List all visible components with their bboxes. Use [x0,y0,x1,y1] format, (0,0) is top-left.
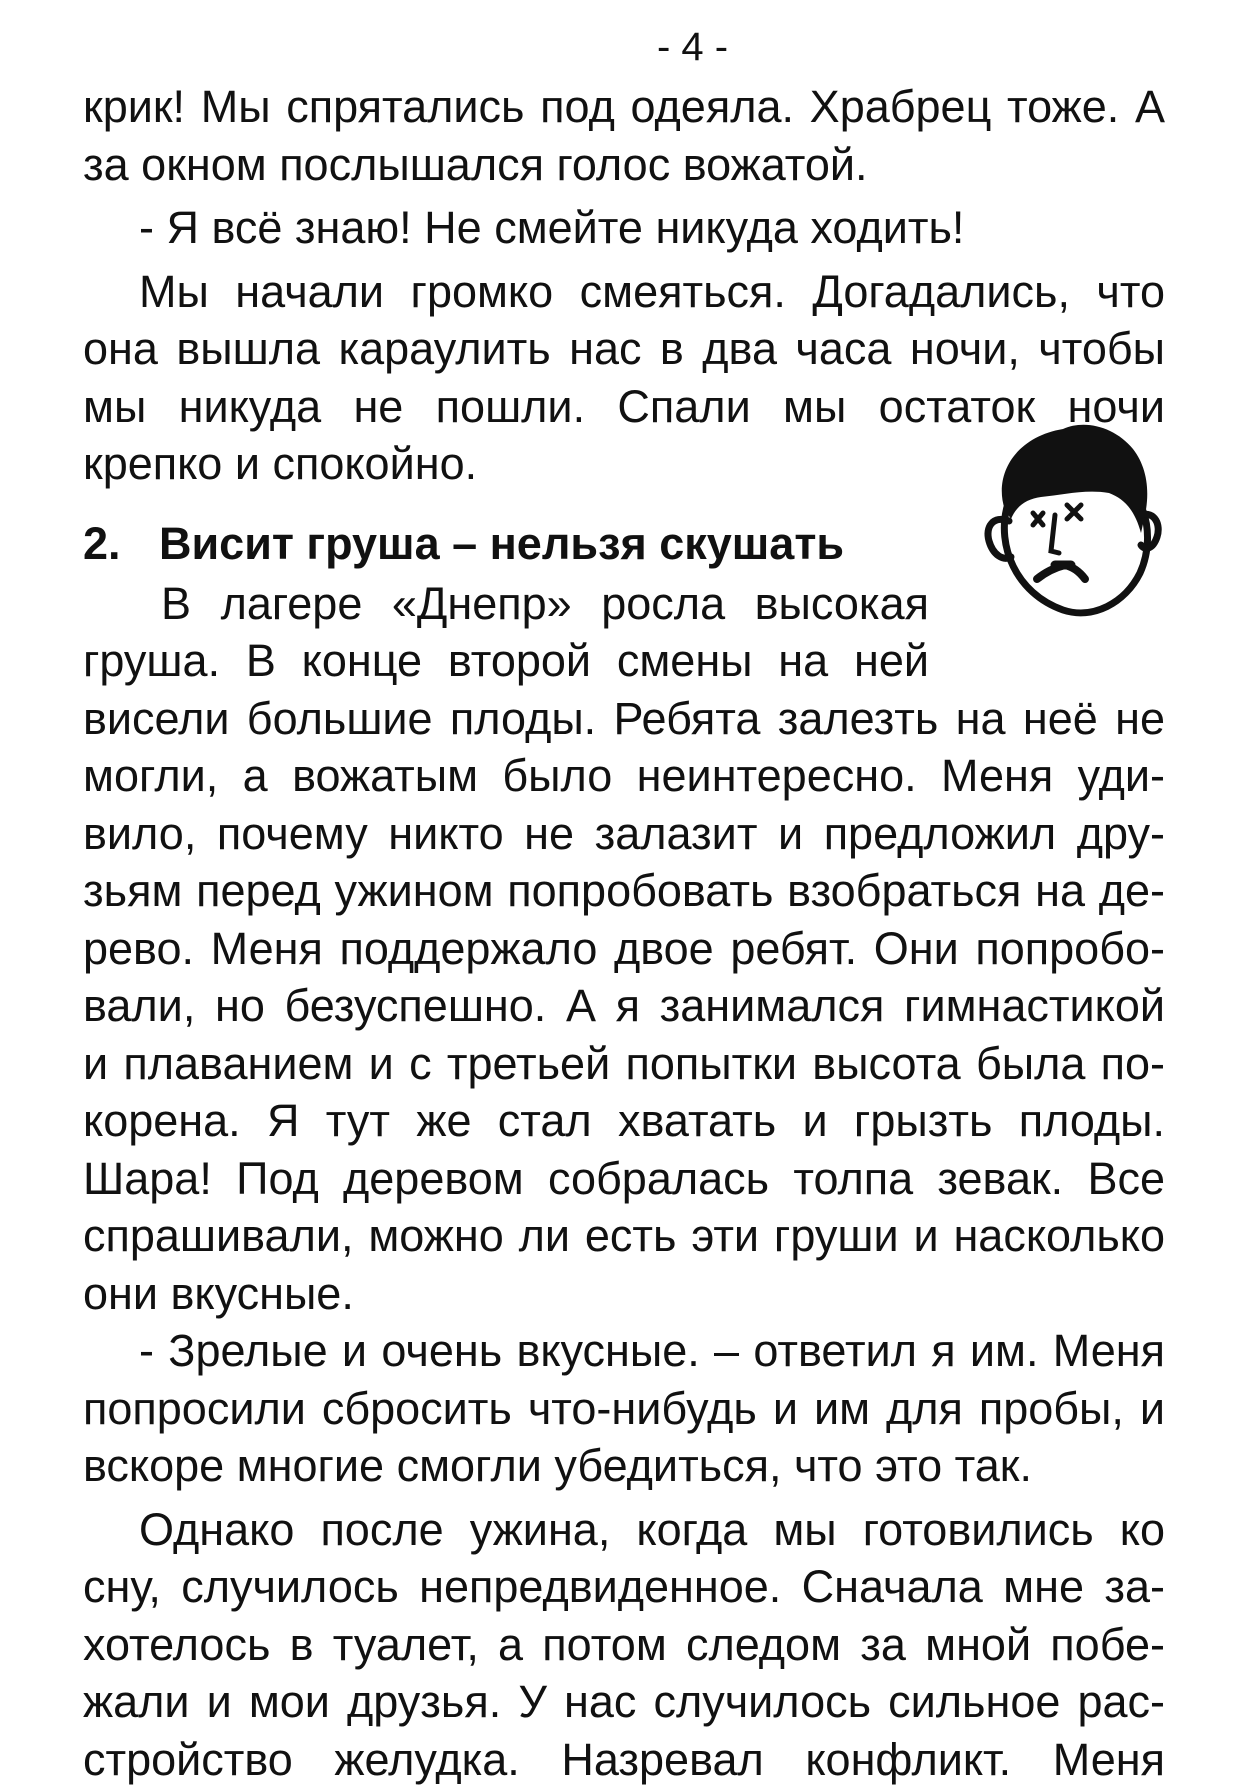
text-line: сну, случилось непредвиденное. Сначала мне за- [83,1558,1165,1616]
section-title: Висит груша – нельзя скушать [159,518,844,569]
page-number: - 4 - [0,18,1240,76]
section-heading [83,515,1165,573]
text-line: мы никуда не пошли. Спали мы остаток ночи [83,378,1165,436]
text-line: могли, а вожатым было неинтересно. Меня уди- [83,747,1165,805]
text-line: они вкусные. [83,1265,1165,1323]
text-line: вскоре многие смогли убедиться, что это так. [83,1437,1165,1495]
text-line: висели большие плоды. Ребята залезть на неё не [83,690,1165,748]
text-line: и плаванием и с третьей попытки высота была по- [83,1035,1165,1093]
text-line: - Я всё знаю! Не смейте никуда ходить! [83,199,1165,257]
text-line: - Зрелые и очень вкусные. – ответил я им. Меня [83,1322,1165,1380]
text-line: рево. Меня поддержало двое ребят. Они попробо- [83,920,1165,978]
text-line: Однако после ужина, когда мы готовились ко [83,1501,1165,1559]
text-line: груша. В конце второй смены на ней [83,632,929,690]
text-line: Шара! Под деревом собралась толпа зевак. Все [83,1150,1165,1208]
text-line: за окном послышался голос вожатой. [83,136,1165,194]
text-line: корена. Я тут же стал хватать и грызть плоды. [83,1092,1165,1150]
text-line: вило, почему никто не залазит и предложил дру- [83,805,1165,863]
text-line: В лагере «Днепр» росла высокая [83,575,929,633]
text-line: хотелось в туалет, а потом следом за мной побе- [83,1616,1165,1674]
text-line: она вышла караулить нас в два часа ночи, чтобы [83,320,1165,378]
text-line: зьям перед ужином попробовать взобраться на де- [83,862,1165,920]
section-number: 2. [83,515,159,573]
page-body [83,78,1165,1788]
text-line: попросили сбросить что-нибудь и им для пробы, и [83,1380,1165,1438]
text-line: Мы начали громко смеяться. Догадались, что [83,263,1165,321]
text-line: крик! Мы спрятались под одеяла. Храбрец тоже. А [83,78,1165,136]
text-line: спрашивали, можно ли есть эти груши и насколько [83,1207,1165,1265]
text-line: стройство желудка. Назревал конфликт. Меня [83,1731,1165,1788]
text-line: крепко и спокойно. [83,435,1165,493]
text-line: жали и мои друзья. У нас случилось сильное рас- [83,1673,1165,1731]
text-line: вали, но безуспешно. А я занимался гимнастикой [83,977,1165,1035]
